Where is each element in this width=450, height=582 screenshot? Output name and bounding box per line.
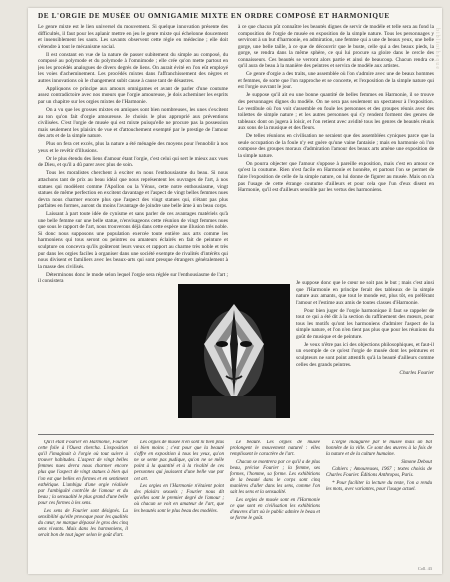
document-page: [28, 8, 442, 574]
paragraph: Laissant à part toute idée de cynisme et sans parler de ces avantages matériels qu'à une belle femme sur une belle statue, n'envisageons cette réunion de vingt femmes nues que sous le rapport de l'art, nous trouverons déjà dans cette espèce une illusion très noble. Si donc nous supposons une population exercée toute entière aux arts comme les harmoniens qui tous seront ou peintres ou amateurs éclairés en fait de peinture et sculpture on concevra qu'ils goûteront leurs vœux et rapport au charme très noble et très pur dans les orgies faciles à organiser dans une société exempte de rivalités d'intérêts qui nous divisent et familiers avec les beaux-arts qui sont presque étrangers généralement à la masse des civilisés.: [38, 211, 228, 270]
paragraph: Qu'il était Fourier en Harmonie, Fourier cette folie à l'Ouest chercha. L'exposition qu'il l'imaginait à l'orgie où tout suivre à trouver habitudes. L'aspect de vingt belles femmes nues devra nous charmer encore plus que l'aspect de vingt statues à bien qui l'on est que belles en formes et en sentiment esthétique. L'ambigu d'une orgie réalisée par l'ambiguïté contrôle de l'amour et du beau ; la sensualité le plus grand d'une belle pour ces formes à les sens.: [38, 440, 128, 506]
commentary-column-2: [134, 440, 224, 568]
paragraph: Je veux n'être pas ici des objections philosophiques, et faut-il un exemple de ce qu'est l'orgie de musée dont les peintures et sculpteurs ne sont point attentifs qu'à la beauté d'ailleurs comme celles des grands peintres.: [296, 341, 434, 368]
paragraph: Je suppose donc que le cœur ne soit pas le but ; mais c'est ainsi que l'Harmonie en principe ferait des tableaux de la simple nature aux amants, que tout le monde est, plus tôt, en préférant l'amour et l'estime aux amis de toutes classes d'Harmonie.: [296, 280, 434, 306]
paragraph: Il est constant en vue de la nature de passer subitement du simple au composé, du composé au polymode et du polymode à l'omnimode ; elle crée qu'on mette partout en jeu les procédés analogues de divers degrés de liens. On aurait évité en l'on eût employé les voies d'acheminement. Les procédés mixtes dans l'affranchissement des nègres et autres innovations où le changement subit cause à cause tant de désastres.: [38, 51, 228, 84]
portrait-photo: [178, 284, 290, 418]
paragraph: Le beauté. Les orgies de musée prolongent le mouvement naturel : elles remplissent le caractère de l'art.: [230, 440, 320, 458]
paragraph: On pourra objecter que l'amour s'oppose à pareille exposition, mais c'est en amour ce qu'est la coutume. Rien n'est facile en Harmonie et honnête, et partout l'on se permet de faire l'exposition de celle de la simple nature, on lui donne de figurer au musée. Mais on n'a pas l'usage de cette étrange coutume d'ailleurs et pour cela que l'un d'eux disent en Harmonie, qu'il est d'ailleurs sensible par les vertus des harmoniens.: [238, 160, 434, 194]
commentary-column-1: [38, 440, 128, 568]
column-right: [238, 24, 434, 279]
paragraph: Ce genre d'orgie a des traits, une assemblée où l'on s'admire avec une de beaux hommes et femmes, de sorte que l'on rapproche et se concerte, et l'exposition de la simple nature qui est l'orgie ouvrant le jour.: [238, 71, 434, 91]
paragraph: Les orgies de musée sont en l'Harmonie ce que sont en civilisation les exhibitions d'œuvres d'art où le public admire le beau et se forme le goût.: [230, 497, 320, 522]
section-divider: [38, 434, 434, 435]
paragraph: Les sens de Fourier sont désignés. La sensibilité qu'elle provoque pour les qualités du cœur, ne marque dépassé le gros des cinq sens vivants. Mais dans les harmoniens, il serait bon de tout juger selon le goût d'art.: [38, 508, 128, 538]
source-note: Cahiers ; Amoureuses, 1967 ; textes choisis de Charles Fourier. Éditions Anthropos, Paris.: [326, 467, 432, 479]
paragraph: Le genre mixte est le lien universel du mouvement. Si quelque innovation présente des difficultés, il faut pour les aplanir mettre en jeu le genre mixte qui échelonne doucement et insensiblement les sauts. Les savants observent cette règle en médecine ; elle doit s'étendre à tout le mécanisme social.: [38, 24, 228, 50]
paragraph: Je suppose qu'il ait eu une bonne quantité de belles femmes en Harmonie, il se trouve des personnages dignes du modèle. On ne sera pas seulement un spectateur à l'exposition. Le vestibule où l'on voit s'assemble en foule les personnes et des groupes réunis avec des toilettes de simple nature ; et les autres personnes qui s'y rendent forment des genres de tableaux dont on jugera à loisir, et l'on retient avec avidité tous les genres de beautés réunis aux sons de la musique et des fleurs.: [238, 92, 434, 132]
commentary-column-3: [230, 440, 320, 568]
paragraph: L'orgie inaugurée par le musée mais un bal honnête de la ville. Ce sont des œuvres à la fois de la nature et de la culture humaine.: [326, 440, 432, 458]
paragraph: On a vu que les grosses mixtes en amiques sont bien nombreuses, les unes s'excitent au ton qu'on fait d'orgie amoureuse. Je choisis le plus approprié aux préventions civilisées. C'est l'orgie de musée qui est mixte puisqu'elle ne procure pas la possession mais seulement les plaisirs de vue et d'attouchement exempté par le prestige de l'amour des arts et de la simple nature.: [38, 107, 228, 140]
paragraph: Or le plus étendu des liens d'amour étant l'orgie, c'est celui qui sert le mieux aux vues de Dieu, et qu'il a dû parer avec plus de soin.: [38, 155, 228, 169]
paragraph: Chacun se montrera par ce qu'il a de plus beau, précise Fourier ; la femme, ses formes, l'homme, sa forme. Les exhibitions de la beauté dans le corps sont cinq manières d'aller dans les sens, comme l'on sait les sens et la sensualité.: [230, 459, 320, 496]
paragraph: Pour bien juger de l'orgie harmonique il faut se rappeler de tout ce qui a été dit à la section du raffinement des mœurs, pour tous les motifs qu'ont les harmoniens d'admirer l'aspect de la simple nature, et l'on n'en tient pas plus que pour les réunions du goût de musique et de peinture.: [296, 307, 434, 340]
footnote: * Pour faciliter la lecture du texte, l'on a rendu les mots, avec variantes, pour l'usage actuel.: [326, 481, 432, 493]
paragraph: De telles réunions en civilisation ne seraient que des assemblées cyniques parce que la seule occupation de la foule n'y est guère qu'une vaine fantaisie ; mais en harmonie où l'on compose des groupes moraux d'admiration l'amour des beaux arts amène une exposition de la simple nature.: [238, 133, 434, 159]
paragraph: à ce que chacun pût connaître les beautés dignes de servir de modèle et telle sera au fond la composition de l'orgie de musée en exposition de la simple nature. Tous les personnages y serviront à un but d'harmonie, en admiration, une femme qui a une de beaux yeux, une belle gorge, une belle taille, à ce que de découvrir que le buste, celle qui a des beaux pieds, la gorge, se rendra dans la même sphère, ce qui lui procure sa gloire dans le cercle des connaisseurs. Ces beautés se verront alors partie et ainsi de beaucoup. Chacun rendra ce qu'il aura de beau à la manière des peintres et servira de modèle aux artistes.: [238, 24, 434, 70]
paragraph: Appliquons ce principe aux amours omnigames et avant de parler d'une coutume assez contradictoire avec nos mœurs que l'orgie amoureuse, je dois acheminer les esprits par un chapitre sur les orgies mixtes de l'Harmonie.: [38, 85, 228, 106]
watermark: bibliotheque: [434, 28, 440, 70]
paragraph: Déterminons donc le mode selon lequel l'orgie sera réglée sur l'enthousiasme de l'art ; il consistera: [38, 271, 228, 285]
commentary-column-4: [326, 440, 432, 568]
paragraph: Les orgies en l'Harmonie n'étaient point des plaisirs sexuels ; Fourier nous dit qu'elles sont le premier degré de l'amour ; où chacun se voit en amateur de l'art, que les beautés sont le plus beau des modèles.: [134, 484, 224, 514]
page-title: DE L'ORGIE DE MUSÉE OU OMNIGAMIE MIXTE EN ORDRE COMPOSÉ ET HARMONIQUE: [38, 12, 390, 20]
paragraph: Tous les moralistes cherchent à exciter en nous l'enthousiasme du beau. Si nous attachons tant de prix au beau idéal que nous représentent les ouvrages de l'art, à nos statues qui modèlent comme l'Apollon ou la Vénus, cette notre enthousiasme, vingt statues de même perfection en excitent davantage et l'aspect de vingt belles femmes nues devra nous charmer encore plus que l'aspect des vingt statues qui, n'étant pas plus parfaites en formes, auront du moins l'avantage de joindre une belle âme à un beau corps.: [38, 170, 228, 210]
page-number: Coll. 43: [417, 566, 432, 571]
author-signature: Charles Fourier: [399, 369, 434, 376]
paragraph: Les orgies de musée n'en sont ni bien plus ni bien moins ; c'est pour que la beauté s'offre en exposition à tous les yeux, qu'on ne se sente pas pudique, qu'on ne se mêle point à la quantité et à la rivalité de ces personnes qui jouissent d'une belle vue par cet art.: [134, 440, 224, 482]
commentary-author: Simone Debout: [401, 459, 432, 465]
column-right-continued: [296, 280, 434, 428]
geometric-face-image: [178, 284, 290, 418]
paragraph: Plus on fera cet excès, plus la nature a été ménagée des moyens pour l'ennoblir à nos yeux et le revêtir d'illusions.: [38, 141, 228, 154]
